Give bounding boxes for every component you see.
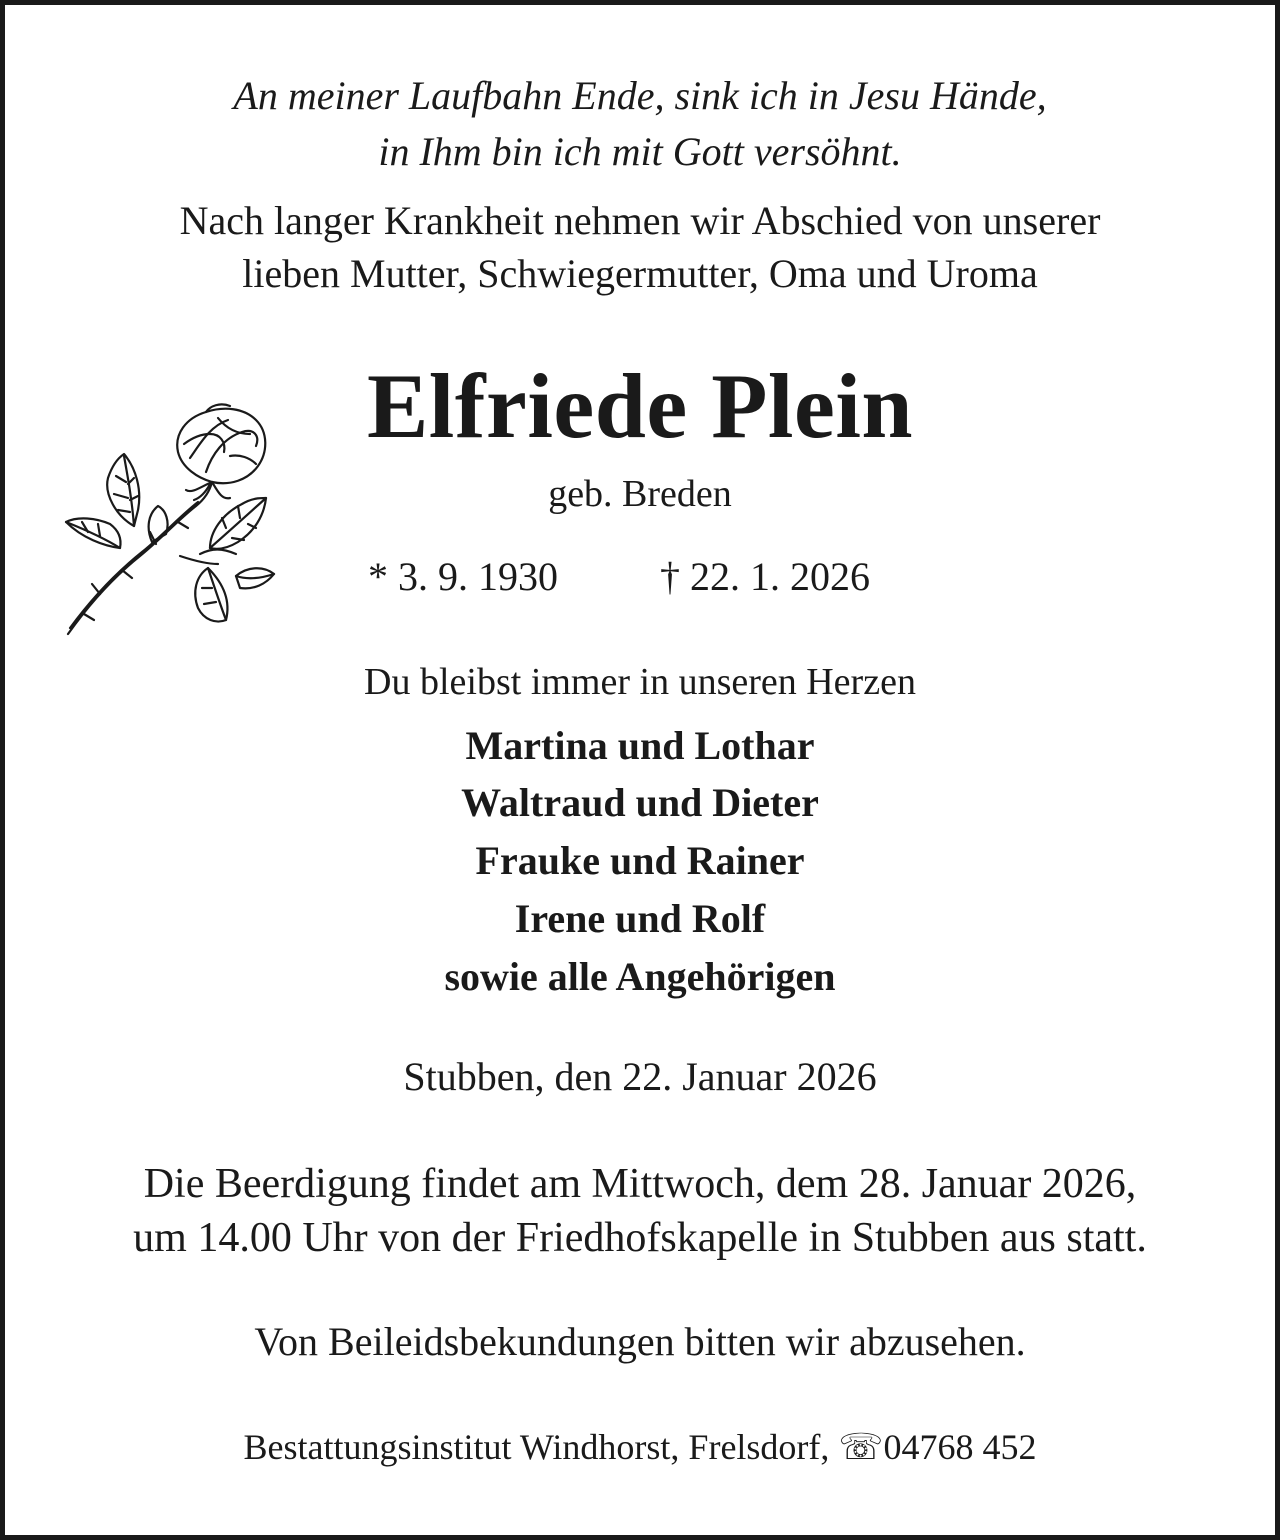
mourner-name: Frauke und Rainer [475,838,805,883]
place-date: Stubben, den 22. Januar 2026 [403,1054,877,1099]
phone-number: 04768 452 [883,1427,1037,1467]
closing-line: Du bleibst immer in unseren Herzen [364,661,916,703]
motto-line-2: in Ihm bin ich mit Gott versöhnt. [378,129,902,174]
funeral-home-footer [0,1426,1280,1468]
mourner-name: Martina und Lothar [465,723,815,768]
rose-icon [60,398,280,640]
mourner-name: Irene und Rolf [514,896,766,941]
funeral-home-name: Bestattungsinstitut Windhorst, Frelsdorf, [243,1427,830,1467]
motto-line-1: An meiner Laufbahn Ende, sink ich in Jesu Hände, [233,73,1047,118]
mourner-name: sowie alle Angehörigen [444,954,836,999]
phone-icon: ☏ [838,1427,884,1467]
funeral-line-2: um 14.00 Uhr von der Friedhofskapelle in Stubben aus statt. [133,1215,1147,1261]
intro-line-1: Nach langer Krankheit nehmen wir Abschied von unserer [179,198,1101,243]
death-date: † 22. 1. 2026 [660,554,870,599]
maiden-name: geb. Breden [548,473,732,515]
birth-date: * 3. 9. 1930 [368,554,558,599]
mourner-name: Waltraud und Dieter [461,780,819,825]
condolence-note: Von Beileidsbekundungen bitten wir abzusehen. [254,1319,1026,1364]
deceased-name: Elfriede Plein [366,355,914,457]
intro-line-2: lieben Mutter, Schwiegermutter, Oma und Uroma [242,251,1038,296]
funeral-line-1: Die Beerdigung findet am Mittwoch, dem 28. Januar 2026, [143,1161,1137,1207]
